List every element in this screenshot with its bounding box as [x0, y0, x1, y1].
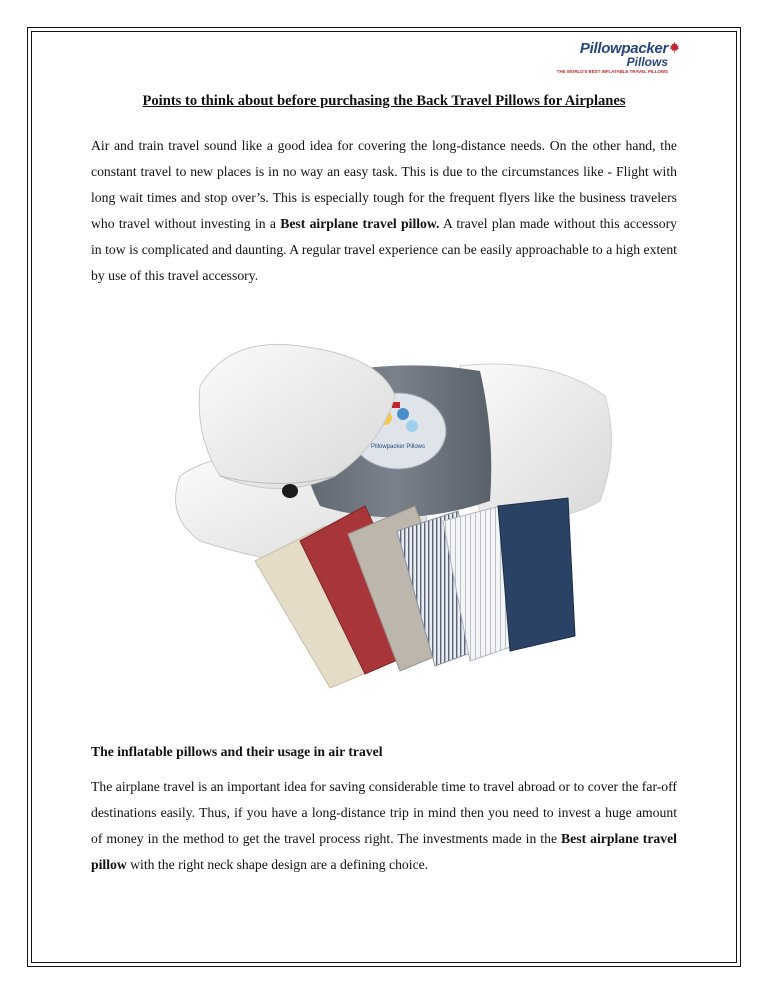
intro-keyword-link: Best airplane travel pillow. [280, 216, 440, 231]
pillowpacker-logo [552, 40, 680, 76]
intro-paragraph [91, 133, 677, 289]
logo-brand: Pillowpacker [579, 40, 668, 57]
section-heading: The inflatable pillows and their usage in air travel [91, 744, 383, 759]
section-text-1: The airplane travel is an important idea for saving considerable time to travel abroad or to cover the far-off destinations easily. Thus, if you have a long-distance trip in mind then you need to invest a huge amount of money in the method to get the travel process right. The investments made in the [91, 779, 677, 846]
maple-leaf-icon [669, 42, 680, 53]
intro-text-2: A travel plan made without this accessory in tow is complicated and daunting. A regular travel experience can be easily approachable to a high extent by use of this travel accessory. [91, 216, 678, 283]
logo-tagline: THE WORLD'S BEST INFLATABLE TRAVEL PILLOWS [556, 69, 668, 74]
pillow-product-photo [160, 326, 620, 706]
logo-sub: Pillows [626, 55, 668, 69]
section-text-2: with the right neck shape design are a defining choice. [126, 857, 429, 872]
page-title: Points to think about before purchasing the Back Travel Pillows for Airplanes [142, 93, 626, 109]
bag-label: Pillowpacker Pillows [370, 444, 426, 450]
intro-text-1: Air and train travel sound like a good idea for covering the long-distance needs. On the other hand, the constant travel to new places is in no way an easy task. This is due to the circumstances like - Flight with long wait times and stop over’s. This is especially tough for the frequent flyers like the business travelers who travel without investing in a [91, 138, 677, 231]
section-keyword-link: Best airplane travel pillow [91, 831, 677, 872]
section-paragraph [91, 774, 677, 878]
